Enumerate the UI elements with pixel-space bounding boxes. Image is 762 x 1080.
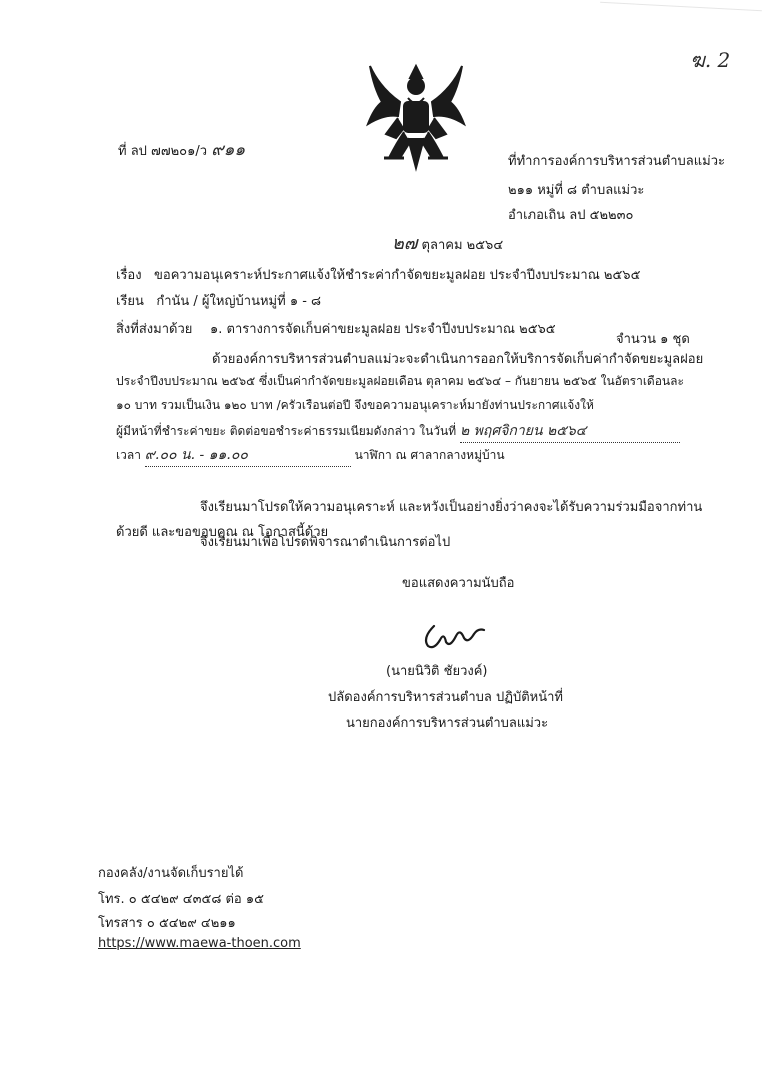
signer-title-1: ปลัดองค์การบริหารส่วนตำบล ปฏิบัติหน้าที่ [328,690,563,705]
letter-date [392,228,503,257]
body-line-3: ๑๐ บาท รวมเป็นเงิน ๑๒๐ บาท /ครัวเรือนต่อปี จึงขอความอนุเคราะห์มายังท่านประกาศแจ้งให้ [116,398,594,412]
body-line-2: ประจำปีงบประมาณ ๒๕๖๕ ซึ่งเป็นค่ากำจัดขยะมูลฝอยเดือน ตุลาคม ๒๕๖๔ – กันยายน ๒๕๖๕ ในอัตราเดือนละ [116,374,684,388]
request-line-2: ด้วยดี และขอขอบคุณ ณ โอกาสนี้ด้วย [116,525,329,540]
reference-number-printed: ที่ ลป ๗๗๒๐๑/ว [118,144,208,159]
time-label: เวลา [116,448,141,462]
meeting-date-handwritten: ๒ พฤศจิกายน ๒๕๖๔ [460,420,680,443]
date-day-handwritten: ๒๗ [392,233,418,254]
date-month-year: ตุลาคม ๒๕๖๔ [421,238,504,253]
scan-edge-line [600,2,762,11]
recipient-line [116,290,321,311]
meeting-time-handwritten: ๙.๐๐ น. - ๑๑.๐๐ [145,444,351,467]
recipient-label: เรียน [116,294,144,309]
footer-website-link[interactable]: https://www.maewa-thoen.com [98,936,301,951]
sender-address-line-1: ๒๑๑ หมู่ที่ ๘ ตำบลแม่วะ [508,183,645,198]
body-line-4 [116,420,680,443]
body-line-1: ด้วยองค์การบริหารส่วนตำบลแม่วะจะดำเนินการออกให้บริการจัดเก็บค่ากำจัดขยะมูลฝอย [212,352,704,367]
signer-name: (นายนิวิติ ชัยวงค์) [386,664,488,679]
sender-office: ที่ทำการองค์การบริหารส่วนตำบลแม่วะ [508,154,725,169]
time-location-text: นาฬิกา ณ ศาลากลางหมู่บ้าน [354,448,505,462]
footer-fax: โทรสาร ๐ ๕๔๒๙ ๔๒๑๑ [98,916,236,931]
enclosure-label: สิ่งที่ส่งมาด้วย [116,322,193,337]
closing-request: จึงเรียนมาเพื่อโปรดพิจารณาดำเนินการต่อไป [200,535,451,550]
reference-number [118,136,245,163]
footer-department: กองคลัง/งานจัดเก็บรายได้ [98,866,244,881]
reference-number-handwritten: ๙๑๑ [211,140,246,160]
body-line-4-text: ผู้มีหน้าที่ชำระค่าขยะ ติดต่อขอชำระค่าธรรมเนียมดังกล่าว ในวันที่ [116,424,457,438]
footer-phone: โทร. ๐ ๕๔๒๙ ๔๓๕๘ ต่อ ๑๕ [98,892,264,907]
signer-title-2: นายกองค์การบริหารส่วนตำบลแม่วะ [346,716,549,731]
body-line-5 [116,444,505,467]
subject-line [116,264,640,285]
handwritten-signature-icon [418,618,488,654]
closing-salutation: ขอแสดงความนับถือ [402,576,515,591]
sender-address-line-2: อำเภอเถิน ลป ๕๒๒๓๐ [508,208,634,223]
subject-label: เรื่อง [116,268,142,283]
subject-text: ขอความอนุเคราะห์ประกาศแจ้งให้ชำระค่ากำจัดขยะมูลฝอย ประจำปีงบประมาณ ๒๕๖๕ [154,268,641,283]
enclosure-text: ๑. ตารางการจัดเก็บค่าขยะมูลฝอย ประจำปีงบประมาณ ๒๕๖๕ [210,322,556,337]
recipient-text: กำนัน / ผู้ใหญ่บ้านหมู่ที่ ๑ - ๘ [156,294,322,309]
garuda-emblem-icon [360,58,472,174]
corner-mark: ฆ. 2 [690,48,731,72]
request-line-1: จึงเรียนมาโปรดให้ความอนุเคราะห์ และหวังเป็นอย่างยิ่งว่าคงจะได้รับความร่วมมือจากท่าน [200,500,703,515]
enclosure-quantity: จำนวน ๑ ชุด [616,332,690,347]
